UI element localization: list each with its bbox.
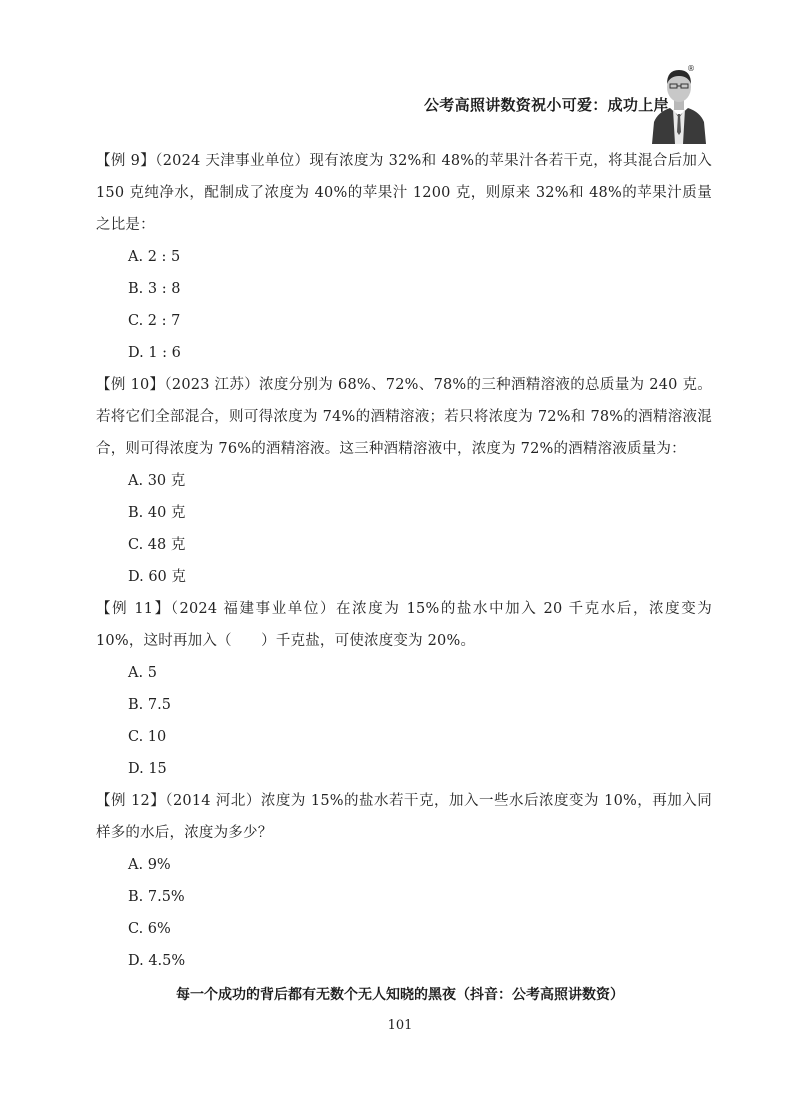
answer-option: D. 60 克 bbox=[128, 569, 186, 585]
answer-option: C. 10 bbox=[128, 729, 167, 745]
answer-option: D. 4.5% bbox=[128, 953, 186, 969]
answer-option: A. 30 克 bbox=[128, 473, 186, 489]
answer-option: B. 3 : 8 bbox=[128, 281, 181, 297]
question-block bbox=[96, 369, 712, 593]
answer-option: A. 5 bbox=[128, 665, 157, 681]
question-text: 【例 11】（2024 福建事业单位）在浓度为 15%的盐水中加入 20 千克水后，浓度变为 10%，这时再加入（ ）千克盐，可使浓度变为 20%。 bbox=[96, 601, 712, 649]
question-block bbox=[96, 785, 712, 977]
answer-option: C. 2 : 7 bbox=[128, 313, 181, 329]
answer-option: D. 1 : 6 bbox=[128, 345, 181, 361]
page-number: 101 bbox=[387, 1018, 413, 1033]
answer-option: B. 7.5 bbox=[128, 697, 171, 713]
question-text: 【例 9】（2024 天津事业单位）现有浓度为 32%和 48%的苹果汁各若干克，将其混合后加入 150 克纯净水，配制成了浓度为 40%的苹果汁 1200 克，则原来 32%和 48%的苹果汁质量之比是： bbox=[96, 153, 712, 233]
footer-slogan: 每一个成功的背后都有无数个无人知晓的黑夜（抖音：公考高照讲数资） bbox=[176, 987, 624, 1003]
question-text: 【例 10】（2023 江苏）浓度分别为 68%、72%、78%的三种酒精溶液的总质量为 240 克。若将它们全部混合，则可得浓度为 74%的酒精溶液；若只将浓度为 72%和 78%的酒精溶液混合，则可得浓度为 76%的酒精溶液。这三种酒精溶液中，浓度为 72%的酒精溶液质量为： bbox=[96, 377, 712, 457]
answer-option: C. 6% bbox=[128, 921, 171, 937]
question-text: 【例 12】（2014 河北）浓度为 15%的盐水若干克，加入一些水后浓度变为 10%，再加入同样多的水后，浓度为多少？ bbox=[96, 793, 712, 841]
answer-option: B. 7.5% bbox=[128, 889, 185, 905]
answer-option: B. 40 克 bbox=[128, 505, 186, 521]
question-block bbox=[96, 145, 712, 369]
answer-option: A. 2 : 5 bbox=[128, 249, 181, 265]
question-list bbox=[96, 145, 712, 977]
answer-option: D. 15 bbox=[128, 761, 167, 777]
question-block bbox=[96, 593, 712, 785]
header-tagline: 公考高照讲数资祝小可爱：成功上岸 bbox=[424, 96, 669, 114]
answer-option: C. 48 克 bbox=[128, 537, 186, 553]
registered-mark: ® bbox=[687, 64, 695, 73]
answer-option: A. 9% bbox=[128, 857, 171, 873]
